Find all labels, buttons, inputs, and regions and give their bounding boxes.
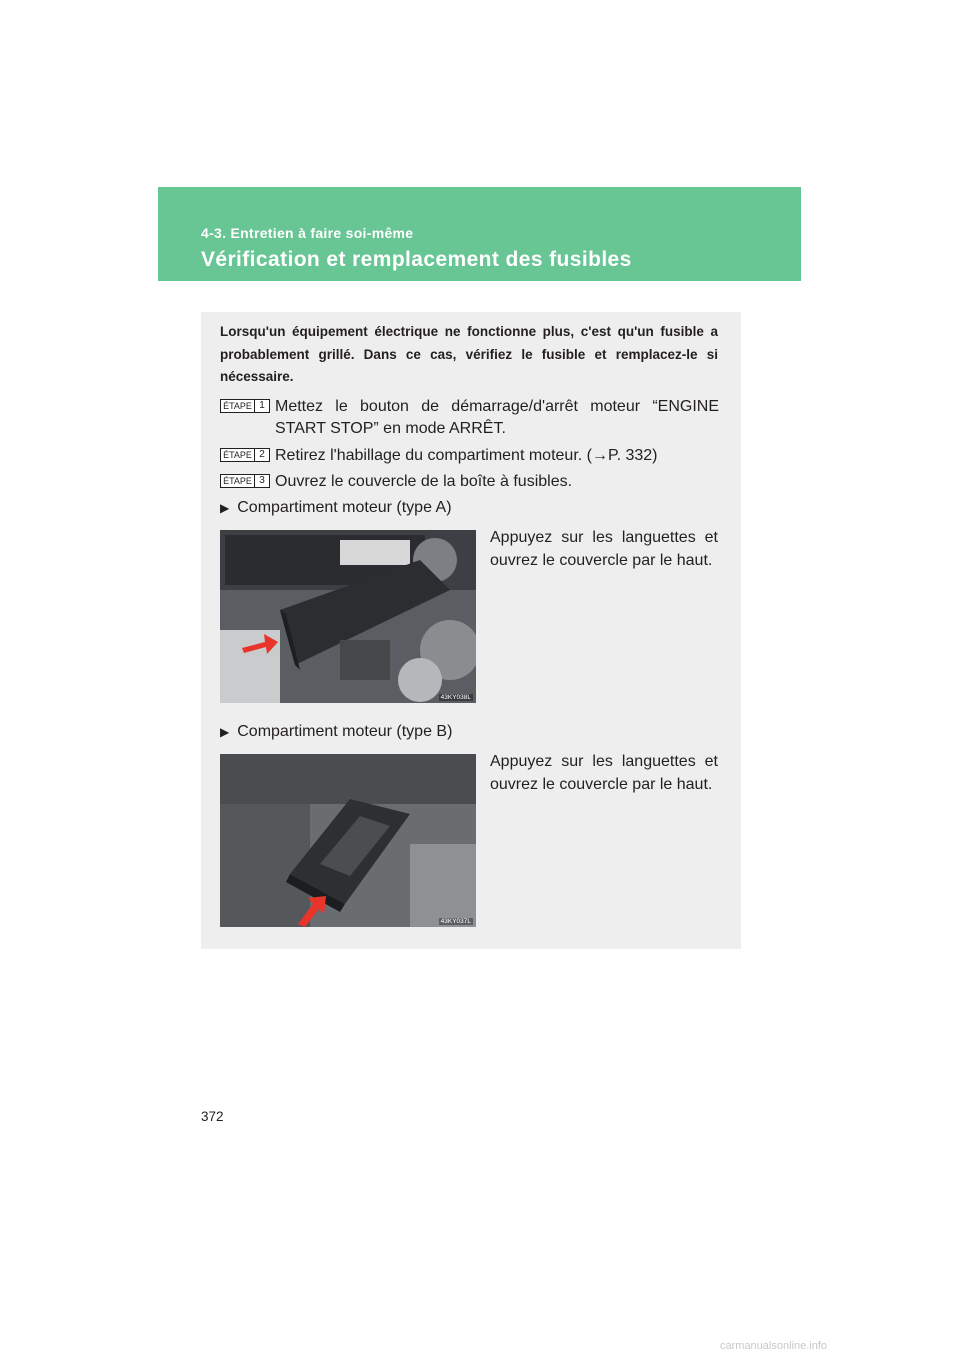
compartment-heading-text: Compartiment moteur (type B) (237, 723, 453, 740)
triangle-bullet-icon: ▶ (220, 501, 230, 515)
step-text: Mettez le bouton de démarrage/d'arrêt moteur “ENGINE START STOP” en mode ARRÊT. (275, 398, 719, 437)
step-badge-number: 3 (259, 475, 265, 486)
compartment-b-heading (220, 721, 452, 743)
page-title: Vérification et remplacement des fusibles (201, 248, 632, 271)
step-badge-label: ÉTAPE (221, 475, 255, 487)
step-badge (220, 448, 270, 462)
image-code: 43KY037L (440, 918, 471, 925)
step-badge (220, 474, 270, 488)
step-badge-number: 1 (259, 400, 265, 411)
step-badge-label: ÉTAPE (221, 400, 255, 412)
triangle-bullet-icon: ▶ (220, 725, 230, 739)
compartment-a-heading (220, 497, 452, 519)
step-3 (220, 471, 719, 493)
compartment-heading-text: Compartiment moteur (type A) (237, 499, 452, 516)
step-2 (220, 445, 719, 467)
step-1 (220, 396, 719, 440)
watermark-text: carmanualsonline.info (720, 1340, 828, 1352)
step-badge (220, 399, 270, 413)
content-panel (201, 312, 741, 949)
page-number: 372 (201, 1109, 224, 1124)
step-badge-number: 2 (259, 449, 265, 460)
engine-compartment-a-photo (220, 530, 476, 703)
step-text: Retirez l'habillage du compartiment moteur. (→P. 332) (275, 447, 658, 464)
compartment-b-caption: Appuyez sur les languettes et ouvrez le couvercle par le haut. (490, 753, 718, 793)
section-label: 4-3. Entretien à faire soi-même (201, 225, 414, 241)
chapter-header (158, 187, 801, 281)
compartment-a-caption: Appuyez sur les languettes et ouvrez le couvercle par le haut. (490, 529, 718, 569)
step-badge-label: ÉTAPE (221, 449, 255, 461)
image-code: 43KY038L (440, 694, 471, 701)
engine-compartment-b-photo (220, 754, 476, 927)
intro-text: Lorsqu'un équipement électrique ne fonctionne plus, c'est qu'un fusible a probablement grillé. Dans ce cas, vérifiez le fusible et remplacez-le si nécessaire. (220, 324, 718, 384)
step-text: Ouvrez le couvercle de la boîte à fusibles. (275, 473, 573, 490)
